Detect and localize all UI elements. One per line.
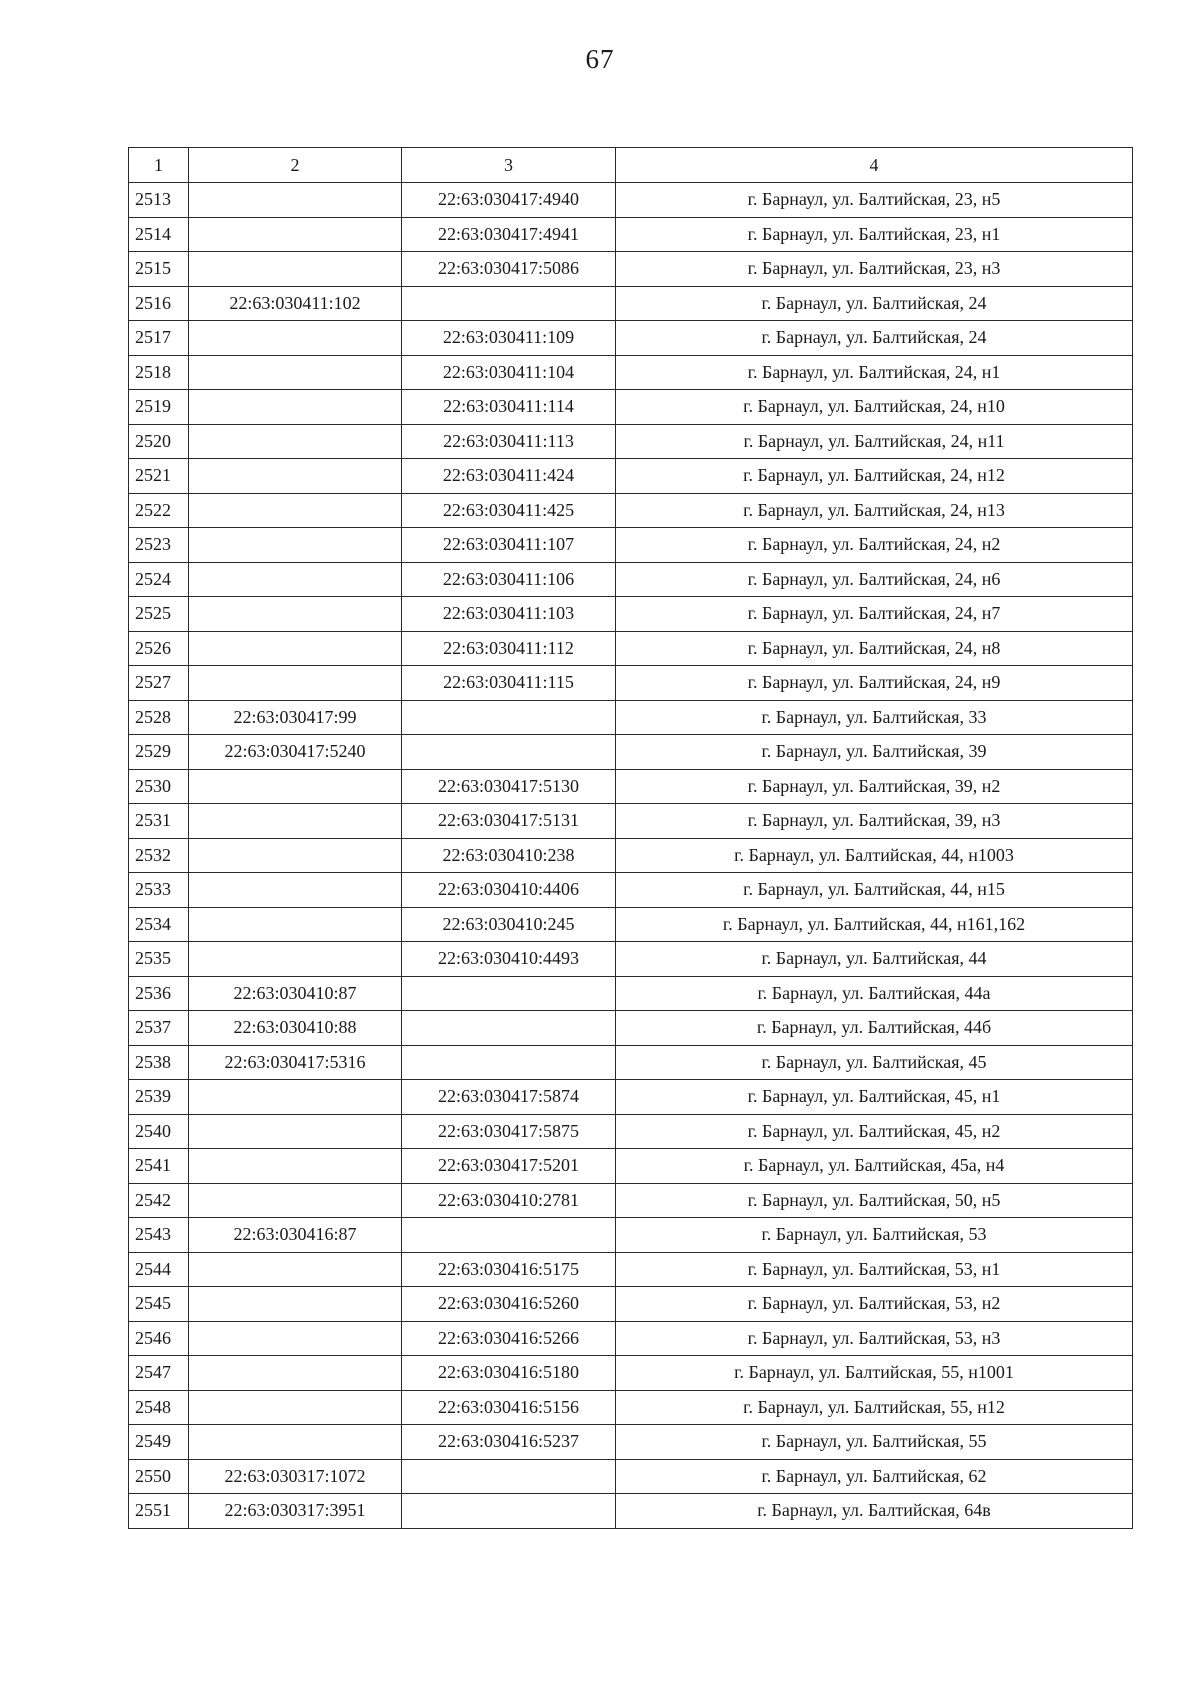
address-cell: г. Барнаул, ул. Балтийская, 24, н7	[616, 597, 1133, 632]
row-number-cell: 2513	[129, 183, 189, 218]
parcel-number-cell: 22:63:030317:3951	[189, 1494, 402, 1529]
row-number-cell: 2522	[129, 493, 189, 528]
table-row	[129, 493, 1133, 528]
object-number-cell: 22:63:030417:5875	[402, 1114, 616, 1149]
address-cell: г. Барнаул, ул. Балтийская, 23, н3	[616, 252, 1133, 287]
address-cell: г. Барнаул, ул. Балтийская, 53, н2	[616, 1287, 1133, 1322]
table-row	[129, 286, 1133, 321]
row-number-cell: 2530	[129, 769, 189, 804]
parcel-number-cell	[189, 1114, 402, 1149]
column-header-2: 2	[189, 148, 402, 183]
row-number-cell: 2526	[129, 631, 189, 666]
parcel-number-cell	[189, 873, 402, 908]
row-number-cell: 2543	[129, 1218, 189, 1253]
address-cell: г. Барнаул, ул. Балтийская, 44, н1003	[616, 838, 1133, 873]
address-cell: г. Барнаул, ул. Балтийская, 24, н2	[616, 528, 1133, 563]
table-row	[129, 424, 1133, 459]
address-cell: г. Барнаул, ул. Балтийская, 39, н3	[616, 804, 1133, 839]
parcel-number-cell	[189, 1390, 402, 1425]
table-row	[129, 1080, 1133, 1115]
object-number-cell: 22:63:030410:238	[402, 838, 616, 873]
row-number-cell: 2527	[129, 666, 189, 701]
row-number-cell: 2518	[129, 355, 189, 390]
registry-table	[128, 147, 1133, 1529]
row-number-cell: 2523	[129, 528, 189, 563]
parcel-number-cell: 22:63:030317:1072	[189, 1459, 402, 1494]
row-number-cell: 2550	[129, 1459, 189, 1494]
parcel-number-cell	[189, 666, 402, 701]
address-cell: г. Барнаул, ул. Балтийская, 55, н12	[616, 1390, 1133, 1425]
object-number-cell: 22:63:030416:5237	[402, 1425, 616, 1460]
row-number-cell: 2515	[129, 252, 189, 287]
parcel-number-cell: 22:63:030416:87	[189, 1218, 402, 1253]
object-number-cell: 22:63:030410:4493	[402, 942, 616, 977]
address-cell: г. Барнаул, ул. Балтийская, 24, н12	[616, 459, 1133, 494]
object-number-cell	[402, 735, 616, 770]
row-number-cell: 2534	[129, 907, 189, 942]
object-number-cell: 22:63:030411:114	[402, 390, 616, 425]
table-row	[129, 1425, 1133, 1460]
table-row	[129, 1183, 1133, 1218]
table-row	[129, 562, 1133, 597]
table-row	[129, 976, 1133, 1011]
row-number-cell: 2538	[129, 1045, 189, 1080]
address-cell: г. Барнаул, ул. Балтийская, 50, н5	[616, 1183, 1133, 1218]
table-row	[129, 1494, 1133, 1529]
object-number-cell: 22:63:030411:424	[402, 459, 616, 494]
table-row	[129, 1045, 1133, 1080]
table-row	[129, 838, 1133, 873]
table-header-row	[129, 148, 1133, 183]
address-cell: г. Барнаул, ул. Балтийская, 24, н13	[616, 493, 1133, 528]
table-row	[129, 1321, 1133, 1356]
row-number-cell: 2525	[129, 597, 189, 632]
object-number-cell	[402, 700, 616, 735]
table-row	[129, 321, 1133, 356]
row-number-cell: 2529	[129, 735, 189, 770]
row-number-cell: 2544	[129, 1252, 189, 1287]
object-number-cell: 22:63:030411:103	[402, 597, 616, 632]
parcel-number-cell	[189, 528, 402, 563]
object-number-cell: 22:63:030410:245	[402, 907, 616, 942]
object-number-cell: 22:63:030417:4941	[402, 217, 616, 252]
parcel-number-cell	[189, 1252, 402, 1287]
address-cell: г. Барнаул, ул. Балтийская, 55	[616, 1425, 1133, 1460]
address-cell: г. Барнаул, ул. Балтийская, 44, н15	[616, 873, 1133, 908]
table-row	[129, 804, 1133, 839]
parcel-number-cell	[189, 769, 402, 804]
row-number-cell: 2542	[129, 1183, 189, 1218]
table-row	[129, 597, 1133, 632]
parcel-number-cell	[189, 597, 402, 632]
parcel-number-cell	[189, 562, 402, 597]
parcel-number-cell	[189, 459, 402, 494]
address-cell: г. Барнаул, ул. Балтийская, 45, н2	[616, 1114, 1133, 1149]
table-row	[129, 907, 1133, 942]
address-cell: г. Барнаул, ул. Балтийская, 45	[616, 1045, 1133, 1080]
address-cell: г. Барнаул, ул. Балтийская, 24, н9	[616, 666, 1133, 701]
object-number-cell: 22:63:030411:106	[402, 562, 616, 597]
address-cell: г. Барнаул, ул. Балтийская, 64в	[616, 1494, 1133, 1529]
row-number-cell: 2549	[129, 1425, 189, 1460]
parcel-number-cell	[189, 907, 402, 942]
address-cell: г. Барнаул, ул. Балтийская, 53, н3	[616, 1321, 1133, 1356]
object-number-cell: 22:63:030411:113	[402, 424, 616, 459]
parcel-number-cell	[189, 252, 402, 287]
row-number-cell: 2520	[129, 424, 189, 459]
address-cell: г. Барнаул, ул. Балтийская, 33	[616, 700, 1133, 735]
row-number-cell: 2536	[129, 976, 189, 1011]
table-row	[129, 217, 1133, 252]
row-number-cell: 2524	[129, 562, 189, 597]
object-number-cell	[402, 1218, 616, 1253]
table-row	[129, 873, 1133, 908]
parcel-number-cell	[189, 1183, 402, 1218]
object-number-cell: 22:63:030417:5201	[402, 1149, 616, 1184]
parcel-number-cell	[189, 838, 402, 873]
column-header-4: 4	[616, 148, 1133, 183]
address-cell: г. Барнаул, ул. Балтийская, 44б	[616, 1011, 1133, 1046]
parcel-number-cell: 22:63:030417:5240	[189, 735, 402, 770]
row-number-cell: 2541	[129, 1149, 189, 1184]
row-number-cell: 2546	[129, 1321, 189, 1356]
parcel-number-cell	[189, 355, 402, 390]
object-number-cell: 22:63:030416:5266	[402, 1321, 616, 1356]
object-number-cell: 22:63:030411:115	[402, 666, 616, 701]
table-row	[129, 1149, 1133, 1184]
object-number-cell	[402, 1494, 616, 1529]
parcel-number-cell	[189, 493, 402, 528]
parcel-number-cell	[189, 217, 402, 252]
object-number-cell: 22:63:030417:5130	[402, 769, 616, 804]
table-row	[129, 942, 1133, 977]
parcel-number-cell: 22:63:030417:99	[189, 700, 402, 735]
address-cell: г. Барнаул, ул. Балтийская, 45а, н4	[616, 1149, 1133, 1184]
address-cell: г. Барнаул, ул. Балтийская, 24	[616, 321, 1133, 356]
row-number-cell: 2535	[129, 942, 189, 977]
object-number-cell: 22:63:030416:5175	[402, 1252, 616, 1287]
parcel-number-cell	[189, 1080, 402, 1115]
parcel-number-cell	[189, 183, 402, 218]
parcel-number-cell	[189, 1149, 402, 1184]
row-number-cell: 2519	[129, 390, 189, 425]
row-number-cell: 2545	[129, 1287, 189, 1322]
table-row	[129, 1011, 1133, 1046]
parcel-number-cell	[189, 424, 402, 459]
column-header-3: 3	[402, 148, 616, 183]
row-number-cell: 2517	[129, 321, 189, 356]
row-number-cell: 2528	[129, 700, 189, 735]
parcel-number-cell	[189, 321, 402, 356]
address-cell: г. Барнаул, ул. Балтийская, 45, н1	[616, 1080, 1133, 1115]
table-row	[129, 666, 1133, 701]
object-number-cell	[402, 286, 616, 321]
row-number-cell: 2514	[129, 217, 189, 252]
address-cell: г. Барнаул, ул. Балтийская, 39	[616, 735, 1133, 770]
table-row	[129, 355, 1133, 390]
address-cell: г. Барнаул, ул. Балтийская, 53, н1	[616, 1252, 1133, 1287]
address-cell: г. Барнаул, ул. Балтийская, 53	[616, 1218, 1133, 1253]
address-cell: г. Барнаул, ул. Балтийская, 44	[616, 942, 1133, 977]
row-number-cell: 2531	[129, 804, 189, 839]
table-row	[129, 769, 1133, 804]
address-cell: г. Барнаул, ул. Балтийская, 24, н10	[616, 390, 1133, 425]
object-number-cell	[402, 1459, 616, 1494]
address-cell: г. Барнаул, ул. Балтийская, 24, н6	[616, 562, 1133, 597]
object-number-cell	[402, 976, 616, 1011]
parcel-number-cell: 22:63:030410:88	[189, 1011, 402, 1046]
table-row	[129, 252, 1133, 287]
object-number-cell: 22:63:030410:2781	[402, 1183, 616, 1218]
object-number-cell: 22:63:030410:4406	[402, 873, 616, 908]
row-number-cell: 2548	[129, 1390, 189, 1425]
table-row	[129, 1252, 1133, 1287]
address-cell: г. Барнаул, ул. Балтийская, 44а	[616, 976, 1133, 1011]
table-row	[129, 1287, 1133, 1322]
object-number-cell: 22:63:030411:107	[402, 528, 616, 563]
object-number-cell: 22:63:030411:425	[402, 493, 616, 528]
table-row	[129, 1114, 1133, 1149]
table-row	[129, 700, 1133, 735]
object-number-cell: 22:63:030411:112	[402, 631, 616, 666]
table-row	[129, 631, 1133, 666]
parcel-number-cell: 22:63:030411:102	[189, 286, 402, 321]
object-number-cell: 22:63:030417:4940	[402, 183, 616, 218]
parcel-number-cell	[189, 942, 402, 977]
address-cell: г. Барнаул, ул. Балтийская, 23, н1	[616, 217, 1133, 252]
table-row	[129, 528, 1133, 563]
address-cell: г. Барнаул, ул. Балтийская, 55, н1001	[616, 1356, 1133, 1391]
table-row	[129, 1459, 1133, 1494]
address-cell: г. Барнаул, ул. Балтийская, 44, н161,162	[616, 907, 1133, 942]
object-number-cell: 22:63:030416:5180	[402, 1356, 616, 1391]
page-number: 67	[585, 44, 615, 74]
parcel-number-cell: 22:63:030410:87	[189, 976, 402, 1011]
object-number-cell: 22:63:030416:5156	[402, 1390, 616, 1425]
row-number-cell: 2521	[129, 459, 189, 494]
address-cell: г. Барнаул, ул. Балтийская, 39, н2	[616, 769, 1133, 804]
object-number-cell: 22:63:030417:5131	[402, 804, 616, 839]
row-number-cell: 2532	[129, 838, 189, 873]
parcel-number-cell	[189, 1425, 402, 1460]
row-number-cell: 2551	[129, 1494, 189, 1529]
row-number-cell: 2533	[129, 873, 189, 908]
parcel-number-cell	[189, 1321, 402, 1356]
table-row	[129, 735, 1133, 770]
table-row	[129, 1218, 1133, 1253]
table-row	[129, 390, 1133, 425]
column-header-1: 1	[129, 148, 189, 183]
address-cell: г. Барнаул, ул. Балтийская, 24, н1	[616, 355, 1133, 390]
address-cell: г. Барнаул, ул. Балтийская, 23, н5	[616, 183, 1133, 218]
object-number-cell: 22:63:030417:5086	[402, 252, 616, 287]
parcel-number-cell: 22:63:030417:5316	[189, 1045, 402, 1080]
table-row	[129, 459, 1133, 494]
object-number-cell	[402, 1011, 616, 1046]
table-row	[129, 183, 1133, 218]
table-row	[129, 1356, 1133, 1391]
address-cell: г. Барнаул, ул. Балтийская, 24, н8	[616, 631, 1133, 666]
object-number-cell: 22:63:030411:109	[402, 321, 616, 356]
row-number-cell: 2547	[129, 1356, 189, 1391]
row-number-cell: 2540	[129, 1114, 189, 1149]
object-number-cell: 22:63:030416:5260	[402, 1287, 616, 1322]
parcel-number-cell	[189, 1287, 402, 1322]
row-number-cell: 2537	[129, 1011, 189, 1046]
address-cell: г. Барнаул, ул. Балтийская, 62	[616, 1459, 1133, 1494]
parcel-number-cell	[189, 631, 402, 666]
parcel-number-cell	[189, 390, 402, 425]
row-number-cell: 2539	[129, 1080, 189, 1115]
address-cell: г. Барнаул, ул. Балтийская, 24, н11	[616, 424, 1133, 459]
table-row	[129, 1390, 1133, 1425]
address-cell: г. Барнаул, ул. Балтийская, 24	[616, 286, 1133, 321]
table-body	[129, 183, 1133, 1529]
parcel-number-cell	[189, 804, 402, 839]
object-number-cell: 22:63:030417:5874	[402, 1080, 616, 1115]
row-number-cell: 2516	[129, 286, 189, 321]
object-number-cell	[402, 1045, 616, 1080]
parcel-number-cell	[189, 1356, 402, 1391]
object-number-cell: 22:63:030411:104	[402, 355, 616, 390]
